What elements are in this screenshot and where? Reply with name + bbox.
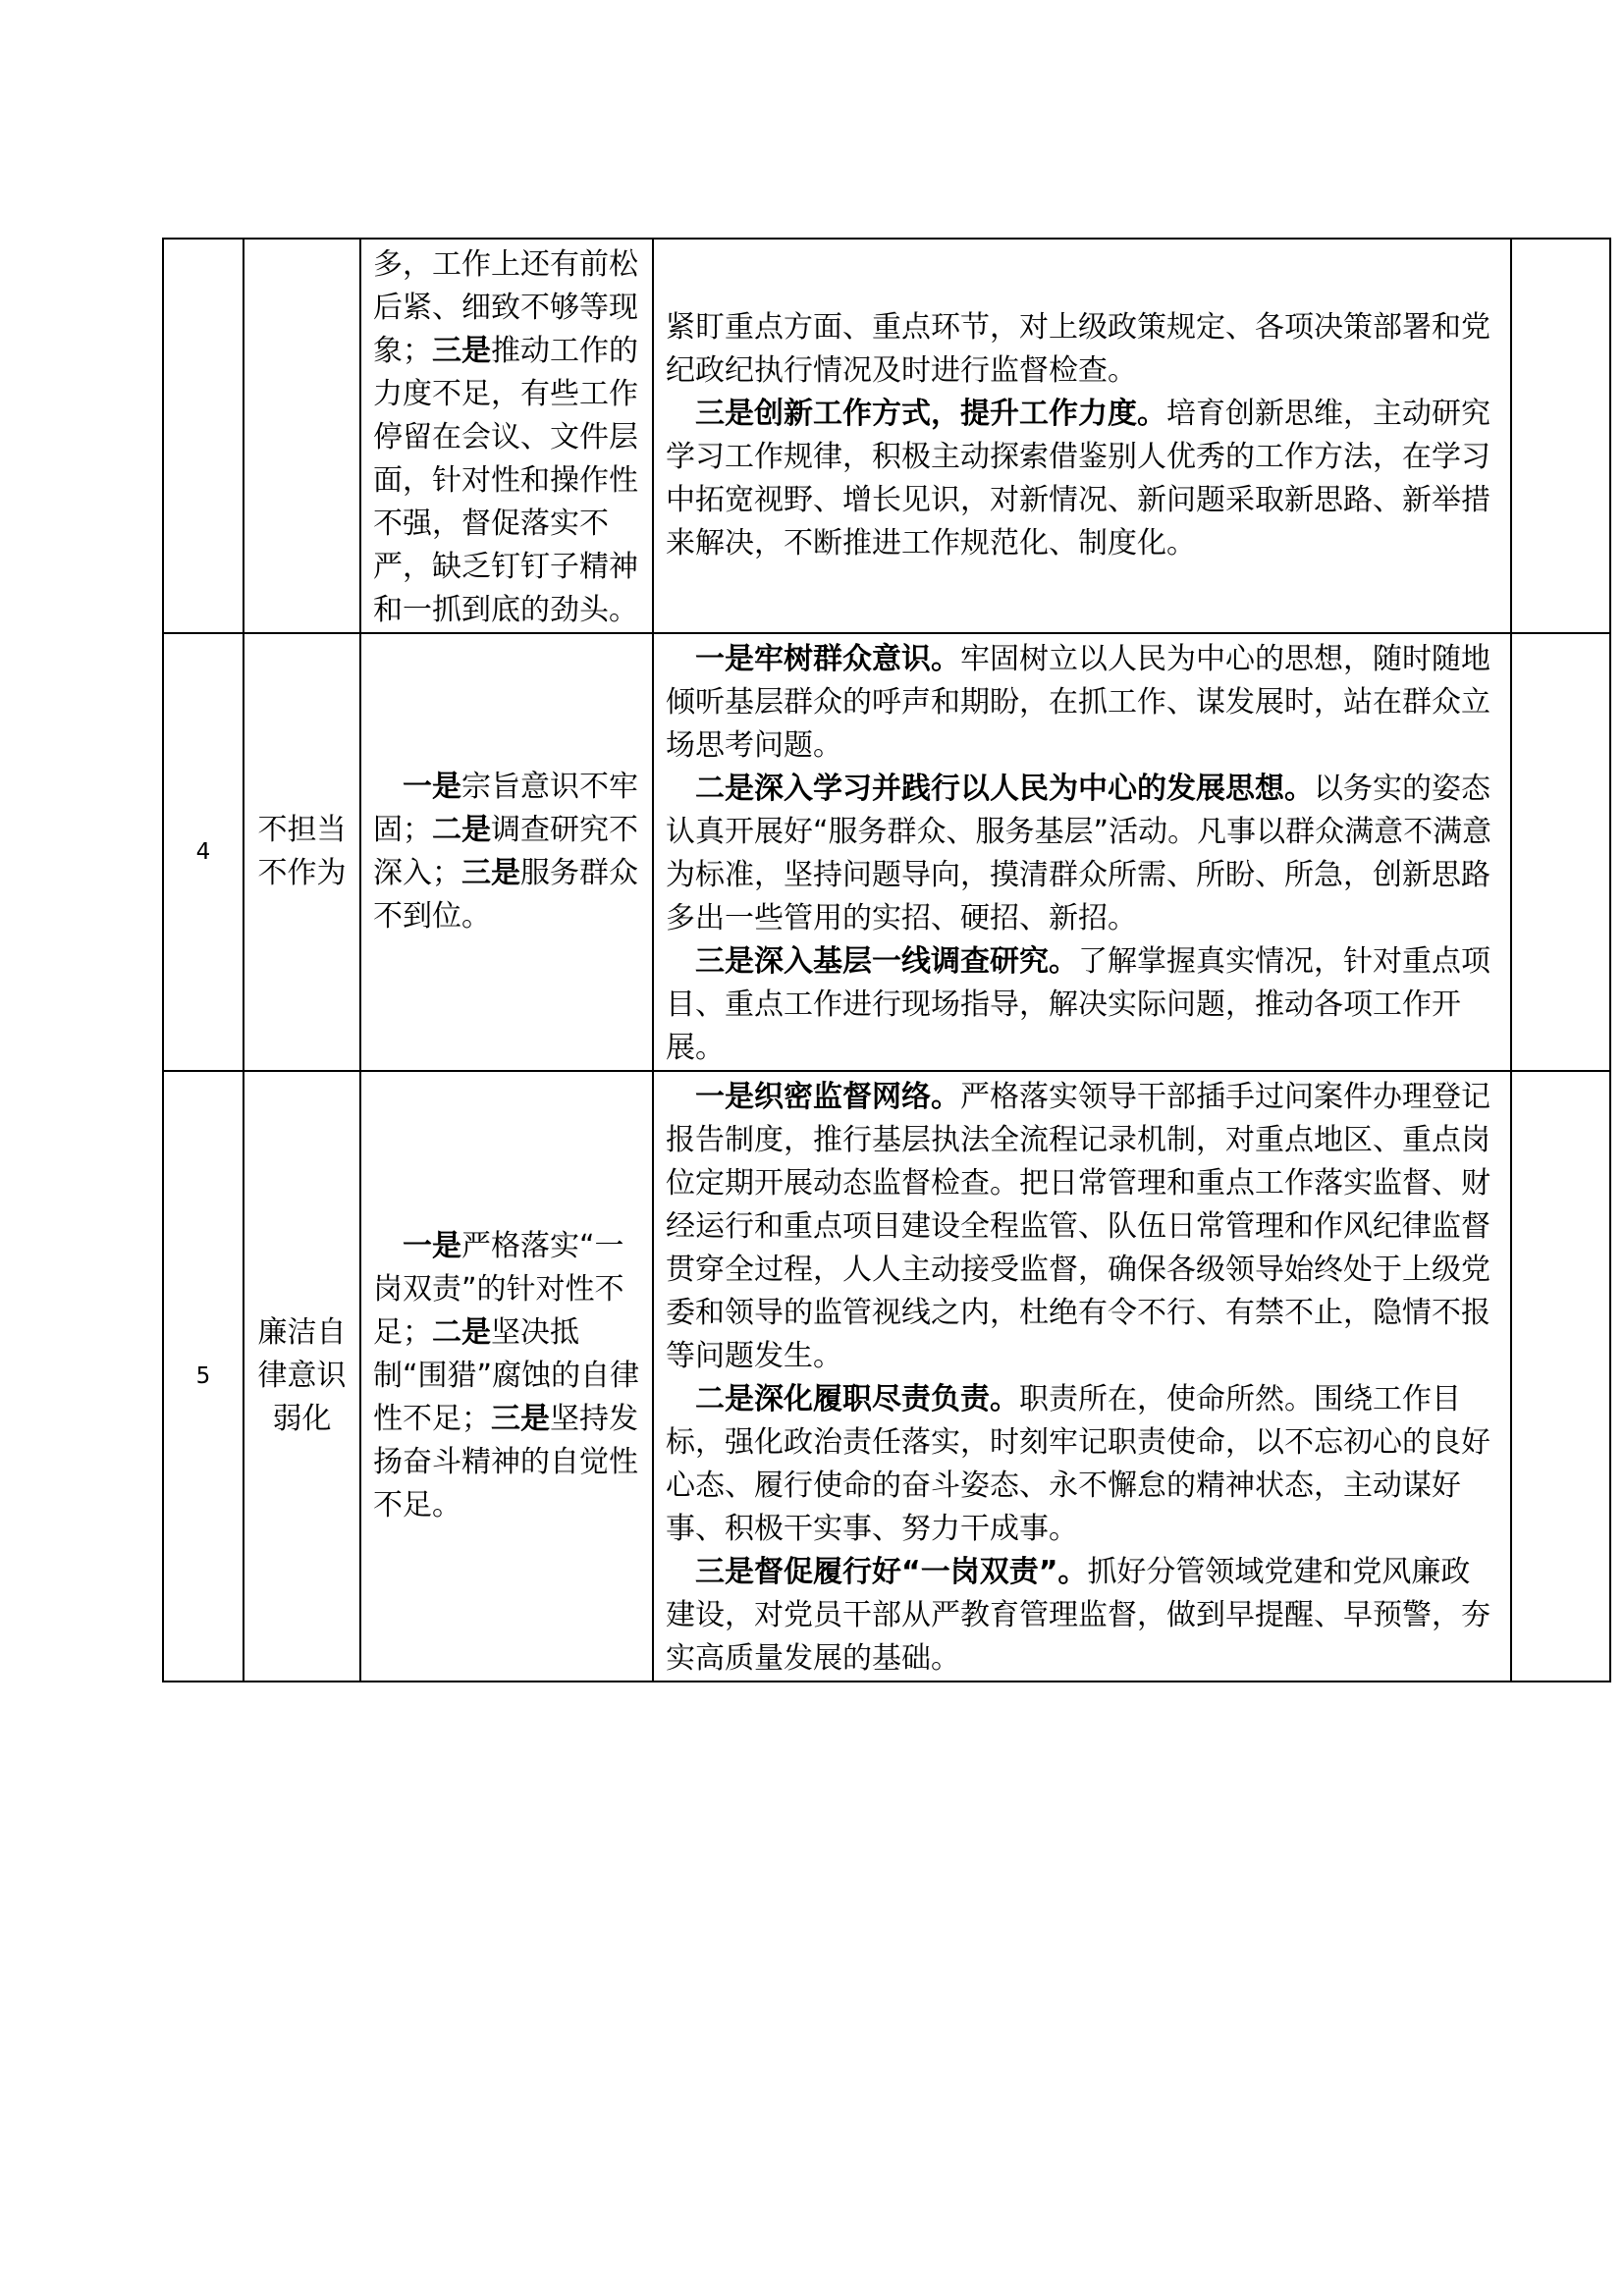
body-text: 以务实的姿态认真开展好“服务群众、服务基层”活动。凡事以群众满意不满意为标准，坚持问题导向，摸清群众所需、所盼、所急，创新思路多出一些管用的实招、硬招、新招。: [666, 772, 1492, 935]
body-text: 坚持发扬奋斗精神的自觉性不足。: [373, 1402, 638, 1522]
bold-lead-text: 三是: [461, 856, 520, 890]
row-number: [163, 239, 244, 633]
row-number: 5: [163, 1071, 244, 1682]
body-text: 坚决抵制“围猎”腐蚀的自律性不足；: [373, 1315, 640, 1436]
paragraph: [666, 638, 1498, 768]
body-text: 抓好分管领域党建和党风廉政建设，对党员干部从严教育管理监督，做到早提醒、早预警，夯实高质量发展的基础。: [666, 1555, 1490, 1676]
body-text: 多，工作上还有前松后紧、细致不够等现象；: [373, 247, 638, 368]
paragraph: [373, 1225, 640, 1527]
issue-cell: 廉洁自律意识弱化: [244, 1071, 360, 1682]
measures-cell: [653, 633, 1511, 1071]
table-row: [163, 239, 1610, 633]
body-text: 调查研究不深入；: [373, 813, 638, 890]
remarks-cell: [1511, 633, 1610, 1071]
problems-cell: [360, 239, 653, 633]
bold-lead-text: 二是深化履职尽责负责。: [695, 1382, 1019, 1416]
paragraph: [666, 768, 1498, 940]
bold-lead-text: 一是织密监督网络。: [695, 1080, 960, 1114]
table-row: [163, 1071, 1610, 1682]
body-text: 推动工作的力度不足，有些工作停留在会议、文件层面，针对性和操作性不强，督促落实不严，缺乏钉钉子精神和一抓到底的劲头。: [373, 334, 638, 627]
bold-lead-text: 一是: [403, 1229, 461, 1263]
bold-lead-text: 一是: [403, 770, 461, 804]
paragraph: [373, 243, 640, 632]
paragraph: [666, 1076, 1498, 1378]
issue-cell: 不担当不作为: [244, 633, 360, 1071]
paragraph: [666, 306, 1498, 393]
problems-cell: [360, 633, 653, 1071]
paragraph: [666, 393, 1498, 565]
bold-lead-text: 三是: [491, 1402, 550, 1436]
bold-lead-text: 二是: [432, 1315, 491, 1350]
bold-lead-text: 二是: [432, 813, 491, 847]
paragraph: [666, 1551, 1498, 1681]
body-text: 严格落实“一岗双责”的针对性不足；: [373, 1229, 624, 1350]
body-text: 牢固树立以人民为中心的思想，随时随地倾听基层群众的呼声和期盼，在抓工作、谋发展时，站在群众立场思考问题。: [666, 642, 1490, 763]
measures-cell: [653, 239, 1511, 633]
body-text: 宗旨意识不牢固；: [373, 770, 638, 847]
body-text: 服务群众不到位。: [373, 856, 638, 934]
bold-lead-text: 二是深入学习并践行以人民为中心的发展思想。: [695, 772, 1314, 806]
row-number: 4: [163, 633, 244, 1071]
paragraph: [373, 766, 640, 938]
body-text: 职责所在，使命所然。围绕工作目标，强化政治责任落实，时刻牢记职责使命，以不忘初心的良好心态、履行使命的奋斗姿态、永不懈怠的精神状态，主动谋好事、积极干实事、努力干成事。: [666, 1382, 1490, 1546]
bold-lead-text: 三是深入基层一线调查研究。: [695, 944, 1078, 979]
remarks-cell: [1511, 239, 1610, 633]
paragraph: [666, 940, 1498, 1070]
rectification-table: [162, 238, 1611, 1682]
body-text: 紧盯重点方面、重点环节，对上级政策规定、各项决策部署和党纪政纪执行情况及时进行监督检查。: [666, 310, 1490, 388]
paragraph: [666, 1378, 1498, 1551]
body-text: 了解掌握真实情况，针对重点项目、重点工作进行现场指导，解决实际问题，推动各项工作开展。: [666, 944, 1490, 1065]
body-text: 培育创新思维，主动研究学习工作规律，积极主动探索借鉴别人优秀的工作方法，在学习中拓宽视野、增长见识，对新情况、新问题采取新思路、新举措来解决，不断推进工作规范化、制度化。: [666, 397, 1490, 561]
table-row: [163, 633, 1610, 1071]
body-text: 严格落实领导干部插手过问案件办理登记报告制度，推行基层执法全流程记录机制，对重点地区、重点岗位定期开展动态监督检查。把日常管理和重点工作落实监督、财经运行和重点项目建设全程监管、队伍日常管理和作风纪律监督贯穿全过程，人人主动接受监督，确保各级领导始终处于上级党委和领导的监管视线之内，杜绝有令不行、有禁不止，隐情不报等问题发生。: [666, 1080, 1490, 1373]
bold-lead-text: 三是创新工作方式，提升工作力度。: [695, 397, 1166, 431]
problems-cell: [360, 1071, 653, 1682]
bold-lead-text: 三是: [432, 334, 491, 368]
bold-lead-text: 三是督促履行好“一岗双责”。: [695, 1555, 1088, 1589]
remarks-cell: [1511, 1071, 1610, 1682]
bold-lead-text: 一是牢树群众意识。: [695, 642, 960, 676]
issue-cell: [244, 239, 360, 633]
measures-cell: [653, 1071, 1511, 1682]
